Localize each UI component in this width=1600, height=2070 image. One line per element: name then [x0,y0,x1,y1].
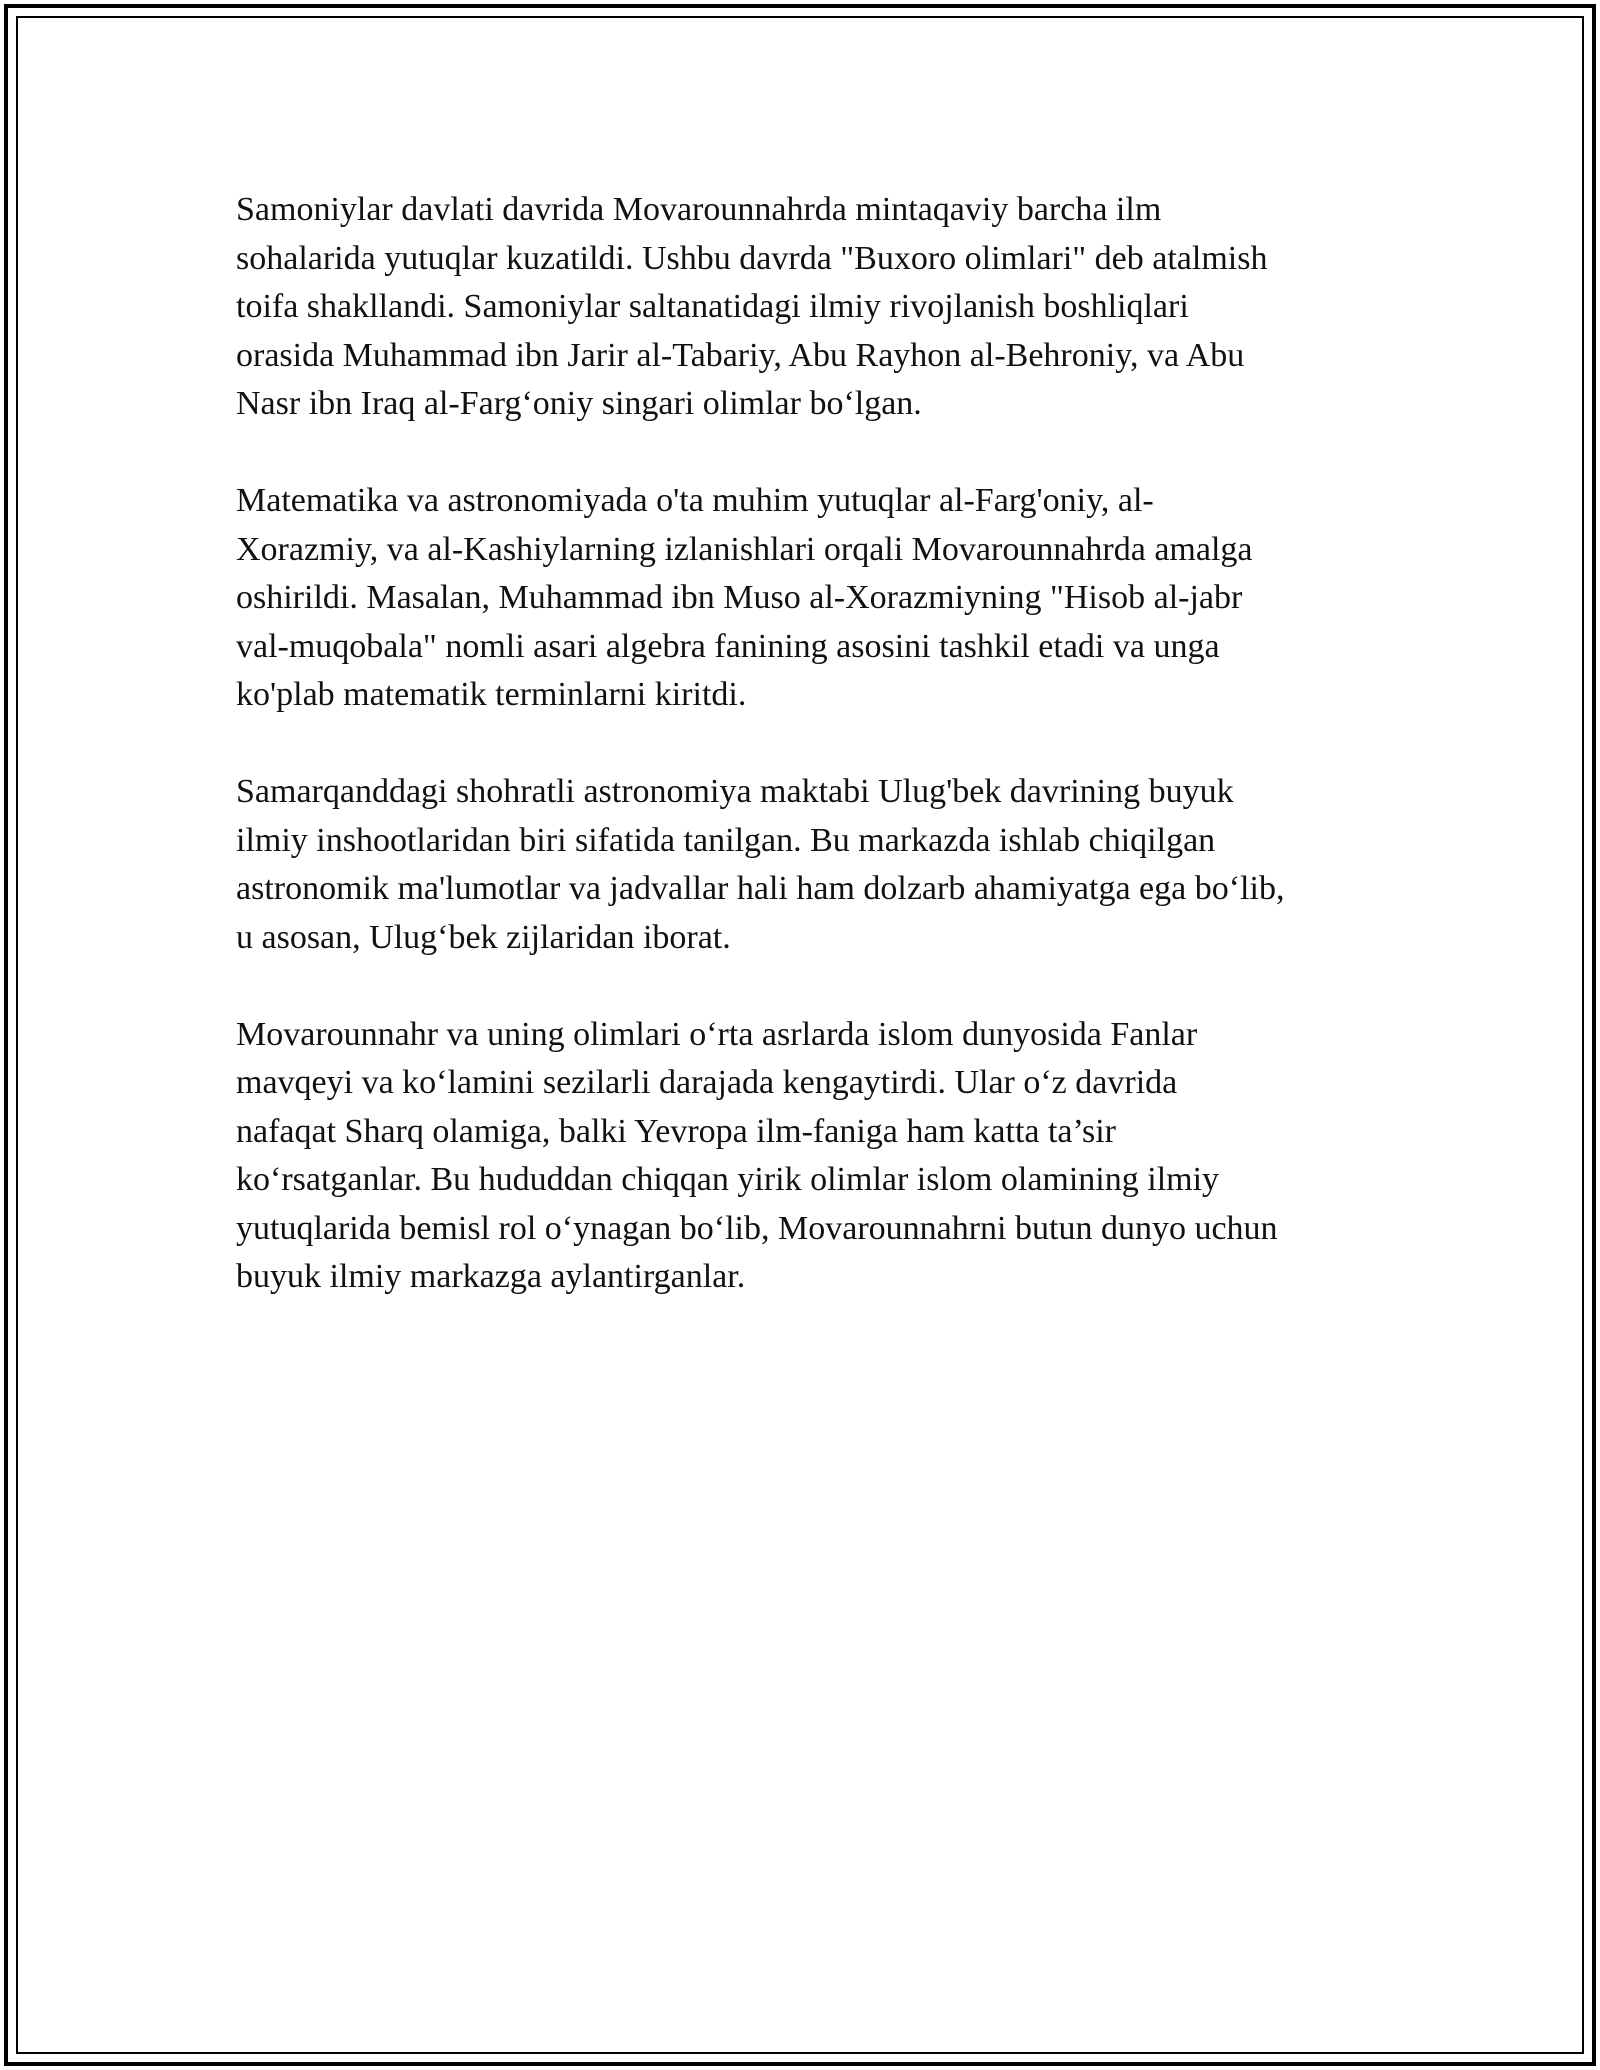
text-line: u asosan, Ulug‘bek zijlaridan iborat. [236,918,731,956]
text-line: ko‘rsatganlar. Bu hududdan chiqqan yirik olimlar islom olamining ilmiy [236,1161,1220,1198]
text-line: toifa shakllandi. Samoniylar saltanatidagi ilmiy rivojlanish boshliqlari [236,288,1189,325]
text-line: ilmiy inshootlaridan biri sifatida tanilgan. Bu markazda ishlab chiqilgan [236,821,1216,859]
text-line: Samarqanddagi shohratli astronomiya maktabi Ulug'bek davrining buyuk [236,773,1234,810]
text-line: buyuk ilmiy markazga aylantirganlar. [236,1258,746,1295]
text-line: Nasr ibn Iraq al-Farg‘oniy singari olimlar bo‘lgan. [236,385,922,422]
text-line: Matematika va astronomiyada o'ta muhim yutuqlar al-Farg'oniy, al- [236,482,1154,519]
text-line: Movarounnahr va uning olimlari o‘rta asrlarda islom dunyosida Fanlar [236,1015,1198,1053]
text-line: oshirildi. Masalan, Muhammad ibn Muso al-Xorazmiyning "Hisob al-jabr [236,579,1243,616]
text-line: Samoniylar davlati davrida Movarounnahrda mintaqaviy barcha ilm [236,191,1162,228]
paragraph-samoniylar [236,186,1376,429]
text-line: mavqeyi va ko‘lamini sezilarli darajada kengaytirdi. Ular o‘z davrida [236,1064,1178,1101]
paragraph-movarounnahr [236,1011,1376,1302]
text-line: sohalarida yutuqlar kuzatildi. Ushbu davrda "Buxoro olimlari" deb atalmish [236,239,1268,277]
paragraph-samarqand [236,768,1376,962]
text-line: nafaqat Sharq olamiga, balki Yevropa ilm-faniga ham katta ta’sir [236,1112,1116,1150]
document-body [236,186,1376,1350]
text-line: val-muqobala" nomli asari algebra fanining asosini tashkil etadi va unga [236,627,1220,665]
text-line: orasida Muhammad ibn Jarir al-Tabariy, Abu Rayhon al-Behroniy, va Abu [236,336,1245,374]
text-line: astronomik ma'lumotlar va jadvallar hali ham dolzarb ahamiyatga ega bo‘lib, [236,870,1285,907]
paragraph-matematika [236,477,1376,720]
text-line: Xorazmiy, va al-Kashiylarning izlanishlari orqali Movarounnahrda amalga [236,530,1253,568]
text-line: yutuqlarida bemisl rol o‘ynagan bo‘lib, Movarounnahrni butun dunyo uchun [236,1209,1278,1247]
text-line: ko'plab matematik terminlarni kiritdi. [236,676,747,713]
